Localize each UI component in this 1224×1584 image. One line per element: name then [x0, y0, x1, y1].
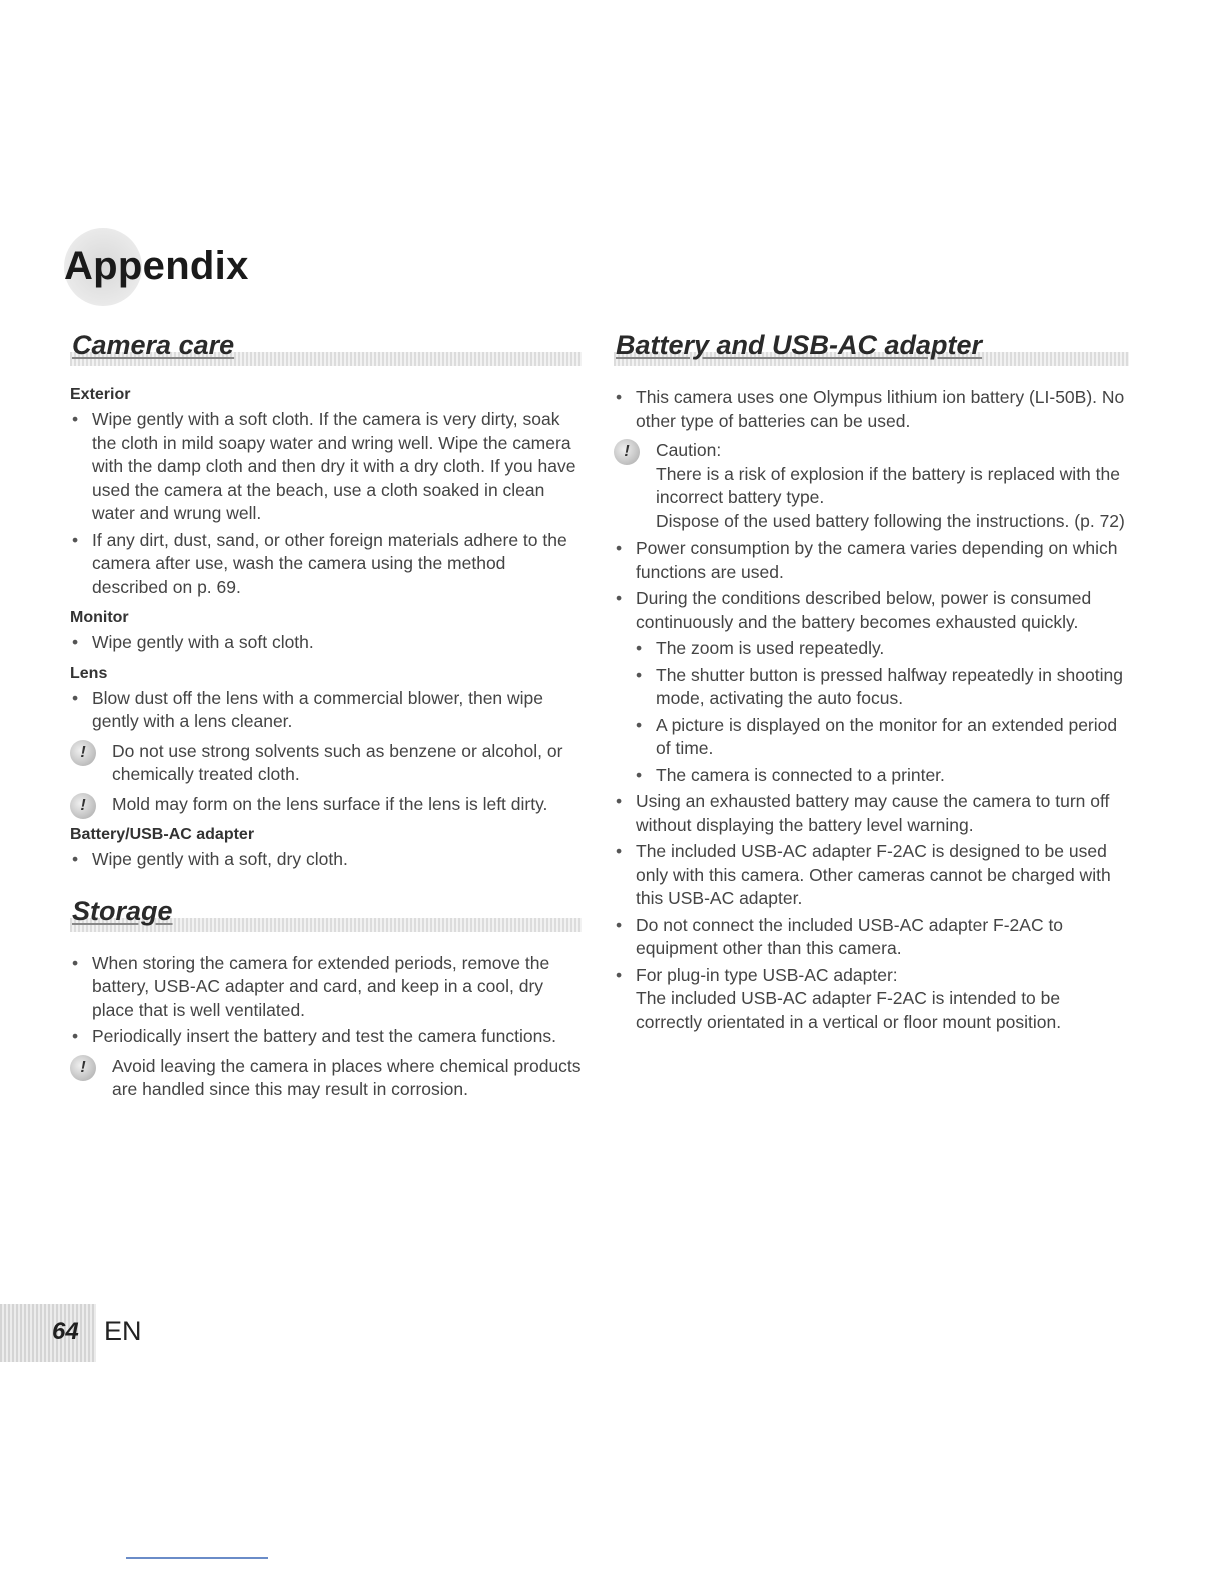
list-item: • Do not connect the included USB-AC adapter F-2AC to equipment other than this camera. — [614, 914, 1129, 961]
caution-line: There is a risk of explosion if the battery is replaced with the incorrect battery type. — [656, 463, 1120, 507]
page-title — [64, 228, 324, 318]
storage-list — [70, 952, 582, 1049]
subheading-battery: Battery/USB-AC adapter — [70, 826, 255, 843]
list-item-text: For plug-in type USB-AC adapter: — [636, 964, 898, 985]
list-item: • This camera uses one Olympus lithium ion battery (LI-50B). No other type of batteries can be used. — [614, 386, 1129, 433]
language-code: EN — [104, 1316, 142, 1346]
list-item: • When storing the camera for extended periods, remove the battery, USB-AC adapter and card, and keep in a cool, dry place that is well ventilated. — [70, 952, 582, 1023]
caution-icon: ! — [614, 439, 640, 465]
sub-list-item: • A picture is displayed on the monitor for an extended period of time. — [614, 714, 1129, 761]
subheading-monitor: Monitor — [70, 609, 129, 626]
heading-label: Camera care — [72, 330, 235, 360]
caution-icon: ! — [70, 793, 96, 819]
section-heading-camera-care — [70, 330, 582, 374]
section-heading-battery-adapter — [614, 330, 1129, 374]
list-item: • Power consumption by the camera varies depending on which functions are used. — [614, 537, 1129, 584]
list-item-text: The included USB-AC adapter F-2AC is intended to be correctly orientated in a vertical or floor mount position. — [636, 988, 1062, 1032]
caution-label: Caution: — [656, 440, 722, 460]
note-text: Avoid leaving the camera in places where chemical products are handled since this may result in corrosion. — [112, 1055, 581, 1099]
section-heading-storage — [70, 896, 582, 940]
subheading-exterior: Exterior — [70, 386, 131, 403]
lens-list — [70, 687, 582, 734]
list-item: • Wipe gently with a soft cloth. If the camera is very dirty, soak the cloth in mild soapy water and wring well. Wipe the camera with the damp cloth and then dry it with a dry cloth. If you have used the camera at the beach, use a cloth soaked in clean water and wrung well. — [70, 408, 582, 526]
caution-icon: ! — [70, 740, 96, 766]
right-column — [614, 330, 1129, 1037]
list-item: • Blow dust off the lens with a commercial blower, then wipe gently with a lens cleaner. — [70, 687, 582, 734]
caution-block — [614, 439, 1129, 533]
list-item: • Periodically insert the battery and test the camera functions. — [70, 1025, 582, 1049]
heading-label: Storage — [72, 895, 173, 926]
footer-rule — [126, 1557, 268, 1559]
page-title-text: Appendix — [64, 244, 249, 288]
page-number: 64 — [52, 1318, 79, 1345]
list-item: • If any dirt, dust, sand, or other foreign materials adhere to the camera after use, wash the camera using the method described on p. 69. — [70, 529, 582, 600]
caution-line: Dispose of the used battery following the instructions. (p. 72) — [656, 510, 1125, 531]
note-lens-solvents — [70, 740, 582, 787]
list-item: • Using an exhausted battery may cause the camera to turn off without displaying the battery level warning. — [614, 790, 1129, 837]
sub-list-item: • The camera is connected to a printer. — [614, 764, 1129, 788]
monitor-list — [70, 631, 582, 655]
sub-list-item: • The zoom is used repeatedly. — [614, 637, 1129, 661]
caution-icon: ! — [70, 1055, 96, 1081]
note-text: Do not use strong solvents such as benzene or alcohol, or chemically treated cloth. — [112, 740, 563, 784]
list-item: • Wipe gently with a soft, dry cloth. — [70, 848, 582, 872]
sub-list-item: • The shutter button is pressed halfway repeatedly in shooting mode, activating the auto focus. — [614, 664, 1129, 711]
note-text: Mold may form on the lens surface if the lens is left dirty. — [112, 793, 548, 814]
list-item: • During the conditions described below, power is consumed continuously and the battery becomes exhausted quickly. — [614, 587, 1129, 634]
heading-label: Battery and USB-AC adapter — [616, 330, 983, 360]
list-item — [614, 964, 1129, 1035]
subheading-lens: Lens — [70, 664, 108, 682]
exterior-list — [70, 408, 582, 599]
battery-list — [614, 386, 1129, 433]
list-item: • Wipe gently with a soft cloth. — [70, 631, 582, 655]
list-item: • The included USB-AC adapter F-2AC is designed to be used only with this camera. Other cameras cannot be charged with this USB-AC adapter. — [614, 840, 1129, 911]
note-storage-corrosion — [70, 1055, 582, 1102]
note-lens-mold — [70, 793, 582, 817]
battery-care-list — [70, 848, 582, 872]
page-number-badge — [0, 1304, 96, 1362]
battery-list-continued — [614, 537, 1129, 1034]
left-column — [70, 330, 582, 1106]
